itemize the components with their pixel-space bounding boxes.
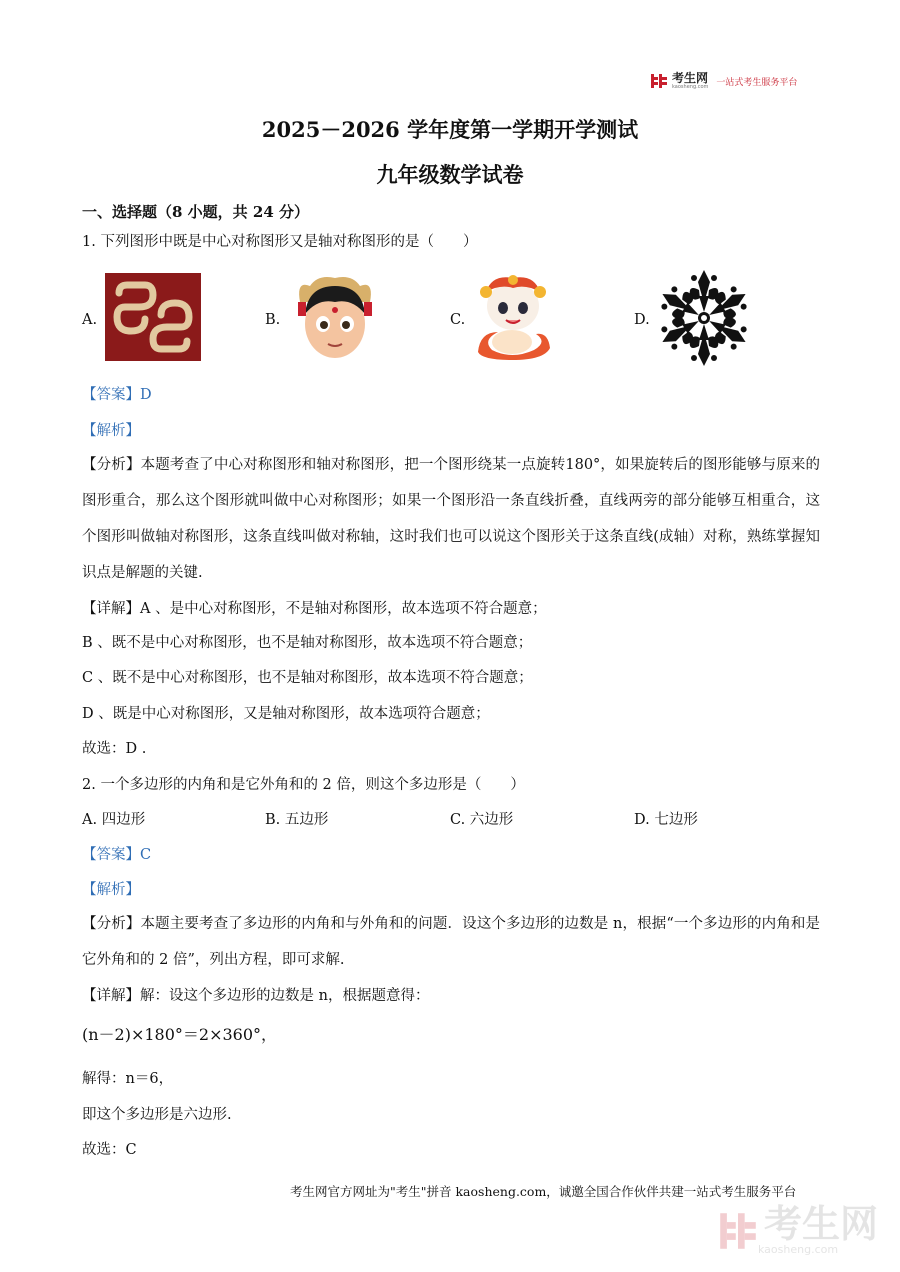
q2-solution: 解得：n＝6， bbox=[82, 1071, 174, 1087]
q2-option-a: A. 四边形 bbox=[82, 812, 146, 828]
watermark-logo-icon bbox=[718, 1209, 758, 1253]
q1-option-d-image bbox=[656, 268, 752, 368]
q1-conclusion: 故选：D . bbox=[82, 741, 147, 757]
q1-option-c-label: C. bbox=[450, 312, 466, 328]
q2-option-d: D. 七边形 bbox=[634, 812, 698, 828]
q2-analysis: 【分析】本题主要考查了多边形的内角和与外角和的问题．设这个多边形的边数是 n，根据“一个多边形的内角和是它外角和的 2 倍”，列出方程，即可求解. bbox=[82, 916, 820, 968]
q2-option-b: B. 五边形 bbox=[265, 812, 329, 828]
q1-option-a-label: A. bbox=[82, 312, 98, 328]
q2-stem: 2. 一个多边形的内角和是它外角和的 2 倍，则这个多边形是（ ） bbox=[82, 777, 525, 793]
watermark-text: 考生网 bbox=[764, 1202, 879, 1246]
exam-subtitle: 九年级数学试卷 bbox=[376, 162, 524, 187]
logo-domain: kaosheng.com bbox=[672, 84, 709, 90]
q2-option-c: C. 六边形 bbox=[450, 812, 514, 828]
q1-detail-c: C 、既不是中心对称图形，也不是轴对称图形，故本选项不符合题意； bbox=[82, 670, 533, 686]
q2-equation: (n－2)×180°＝2×360°， bbox=[82, 1025, 278, 1044]
q1-answer: 【答案】D bbox=[82, 387, 152, 403]
q1-analysis: 【分析】本题考查了中心对称图形和轴对称图形，把一个图形绕某一点旋转180°，如果旋转后的图形能够与原来的图形重合，那么这个图形就叫做中心对称图形；如果一个图形沿一条直线折叠，直线两旁的部分能够互相重合，这个图形叫做轴对称图形，这条直线叫做对称轴，这时我们也可以说这个图形关于这条直线(成轴）对称，熟练掌握知识点是解题的关键. bbox=[82, 457, 820, 581]
q1-analysis-tag: 【解析】 bbox=[82, 423, 140, 439]
section-heading: 一、选择题（8 小题，共 24 分） bbox=[82, 203, 309, 221]
q1-option-b-label: B. bbox=[265, 312, 281, 328]
watermark-text-block bbox=[758, 1202, 879, 1256]
watermark bbox=[718, 1202, 879, 1256]
page-footer: 考生网官方网址为"考生"拼音 kaosheng.com，诚邀全国合作伙伴共建一站式考生服务平台 bbox=[290, 1184, 797, 1199]
q1-detail-b: B 、既不是中心对称图形，也不是轴对称图形，故本选项不符合题意； bbox=[82, 635, 533, 651]
q1-detail-d: D 、既是中心对称图形，又是轴对称图形，故本选项符合题意； bbox=[82, 706, 490, 722]
kaosheng-logo-icon bbox=[650, 72, 668, 90]
logo-slogan: 一站式考生服务平台 bbox=[716, 77, 798, 88]
q1-option-d-label: D. bbox=[634, 312, 650, 328]
q1-detail-a: 【详解】A 、是中心对称图形，不是轴对称图形，故本选项不符合题意； bbox=[82, 601, 547, 617]
watermark-domain: kaosheng.com bbox=[758, 1243, 839, 1256]
q2-detail-setup: 【详解】解：设这个多边形的边数是 n，根据题意得： bbox=[82, 988, 430, 1004]
q2-answer: 【答案】C bbox=[82, 847, 152, 863]
q1-stem: 1. 下列图形中既是中心对称图形又是轴对称图形的是（ ） bbox=[82, 234, 478, 250]
q1-option-b-image bbox=[290, 272, 380, 364]
q2-analysis-tag: 【解析】 bbox=[82, 882, 140, 898]
q2-conclusion: 故选：C bbox=[82, 1142, 137, 1158]
q1-option-a-image bbox=[105, 273, 201, 361]
site-logo bbox=[650, 72, 797, 90]
q1-option-c-image bbox=[472, 270, 554, 362]
q2-result: 即这个多边形是六边形. bbox=[82, 1107, 232, 1123]
exam-title: 2025－2026 学年度第一学期开学测试 bbox=[261, 117, 639, 142]
logo-name: 考生网 bbox=[672, 71, 709, 85]
logo-text bbox=[672, 72, 708, 90]
